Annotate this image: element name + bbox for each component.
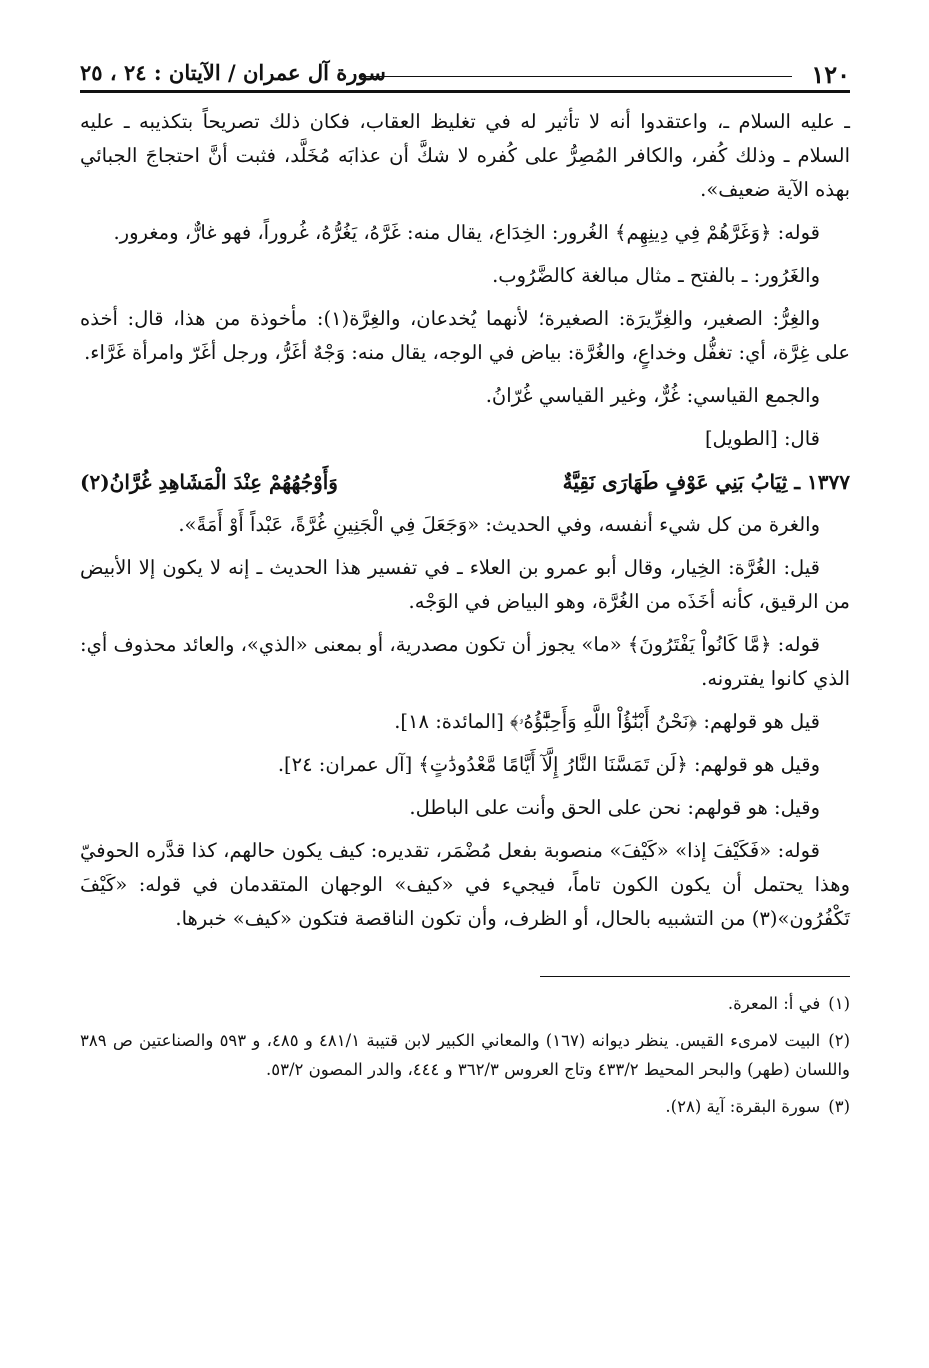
paragraph: وقيل هو قولهم: ﴿لَن تَمَسَّنَا النَّارُ إِلَّآ أَيَّامًا مَّعْدُودَٰتٍ﴾ [آل عمران: ٢٤].	[277, 753, 820, 776]
footnote	[80, 1092, 850, 1121]
footnote-text: سورة البقرة: آية (٢٨).	[665, 1097, 821, 1116]
running-title: سورة آل عمران / الآيتان : ٢٤ ، ٢٥	[80, 60, 386, 85]
page-number: ١٢٠	[811, 60, 850, 89]
footnote-text: في أ: المعرة.	[727, 994, 821, 1013]
paragraph: قوله: «فَكَيْفَ إذا» «كَيْفَ» منصوبة بفعل مُضْمَر، تقديره: كيف يكون حالهم، كذا قدَّره الحوفيّ وهذا يحتمل أن يكون الكون تاماً، فيجيء في «كيف» الوجهان المتقدمان في قوله: «كَيْفَ تَكْفُرُون»(٣) من التشبيه بالحال، أو الظرف، وأن تكون الناقصة فتكون «كيف» خبرها.	[80, 839, 850, 930]
verse-second-hemistich: وَأَوْجُهُهُمْ عِنْدَ الْمَشَاهِدِ غُرَّانُ(٢)	[80, 470, 338, 494]
paragraph: والجمع القياسي: غُرٌّ، وغير القياسي غُرّانُ.	[485, 384, 820, 407]
main-text	[80, 105, 850, 936]
header-rule	[360, 76, 792, 77]
paragraph: والغرة من كل شيء أنفسه، وفي الحديث: «وَجَعَلَ فِي الْجَنِينِ غُرَّةً، عَبْداً أَوْ أَمَةً».	[178, 513, 820, 536]
paragraph: قيل: الغُرَّة: الخِيار، وقال أبو عمرو بن العلاء ـ في تفسير هذا الحديث ـ إنه لا يكون إلا الأبيض من الرقيق، كأنه أخَذَه من الغُرَّة، وهو البياض في الوَجْه.	[80, 556, 850, 613]
paragraph: قيل هو قولهم: ﴿نَحْنُ أَبْنَٰٓؤُاْ اللَّهِ وَأَحِبَّٰٓؤُهُۥ﴾ [المائدة: ١٨].	[394, 710, 820, 733]
paragraph: قوله: ﴿مَّا كَانُواْ يَفْتَرُونَ﴾ «ما» يجوز أن تكون مصدرية، أو بمعنى «الذي»، والعائد محذوف أي: الذي كانوا يفترونه.	[80, 633, 850, 690]
footnote-text: البيت لامرىء القيس. ينظر ديوانه (١٦٧) والمعاني الكبير لابن قتيبة ٤٨١/١ و ٤٨٥، و ٥٩٣ والصناعتين ص ٣٨٩ واللسان (طهر) والبحر المحيط ٤٣٣/٢ وتاج العروس ٣٦٢/٣ و ٤٤٤، والدر المصون ٥٣/٢.	[80, 1031, 850, 1079]
paragraph: ـ عليه السلام ـ، واعتقدوا أنه لا تأثير له في تغليظ العقاب، فكان ذلك تصريحاً بتكذيبه ـ عليه السلام ـ وذلك كُفر، والكافر المُصِرُّ على كُفره لا شكَّ أن عذابَه مُخَلَّد، فثبت أنَّ احتجاجَ الجبائي بهذه الآية ضعيف».	[80, 110, 850, 201]
meter-label: قال: [الطويل]	[704, 427, 820, 450]
paragraph: والغِرُّ: الصغير، والغِرِّيرَة: الصغيرة؛ لأنهما يُخدعان، والغِرَّة(١): مأخوذة من هذا، قال: أخذه على غِرَّة، أي: تغفُّل وخداعٍ، والغُرَّة: بياض في الوجه، يقال منه: وَجْهٌ أغَرُّ، ورجل أغَرّ وامرأة غَرَّاء.	[80, 307, 850, 364]
footnote-number: (٢)	[828, 1031, 850, 1050]
paragraph: قوله: ﴿وَغَرَّهُمْ فِي دِينِهِم﴾ الغُرور: الخِدَاع، يقال منه: غَرَّهُ، يَغُرُّهُ، غُروراً، فهو غارٌّ، ومغرور.	[113, 221, 820, 244]
footnotes	[80, 989, 850, 1121]
poetry-verse	[80, 465, 850, 499]
footnote	[80, 989, 850, 1018]
footnote	[80, 1026, 850, 1084]
footnote-number: (١)	[828, 994, 850, 1013]
paragraph: والغَرُور: ـ بالفتح ـ مثال مبالغة كالضَّرُوب.	[492, 264, 820, 287]
footnote-number: (٣)	[828, 1097, 850, 1116]
footnote-separator	[540, 976, 850, 977]
verse-first-hemistich: ١٣٧٧ ـ ثِيَابُ بَنِي عَوْفٍ طَهَارَى نَقِيَّةٌ	[562, 470, 850, 494]
page-header	[80, 50, 850, 93]
paragraph: وقيل: هو قولهم: نحن على الحق وأنت على الباطل.	[409, 796, 820, 819]
book-page	[80, 50, 850, 1129]
